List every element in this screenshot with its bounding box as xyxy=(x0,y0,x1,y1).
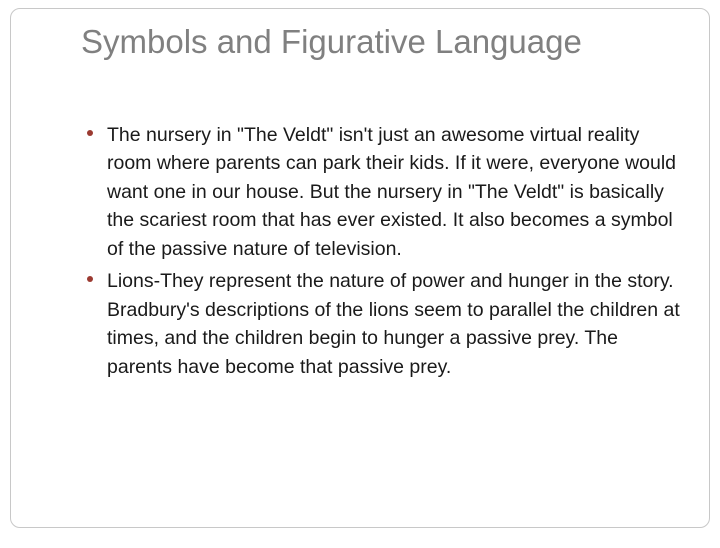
bullet-text: The nursery in "The Veldt" isn't just an awesome virtual reality room where parents can park their kids. If it were, everyone would want one in our house. But the nursery in "The Veldt" is basically the scariest room that has ever existed. It also becomes a symbol of the passive nature of television. xyxy=(107,124,677,260)
bullet-text: Lions-They represent the nature of power and hunger in the story. Bradbury's descriptions of the lions seem to parallel the children at times, and the children begin to hunger a passive prey. The parents have become that passive prey. xyxy=(107,270,680,378)
list-item xyxy=(81,121,681,263)
page-title: Symbols and Figurative Language xyxy=(81,23,582,60)
bullet-dot-icon xyxy=(87,276,93,282)
list-item xyxy=(81,267,681,381)
slide-content xyxy=(81,121,681,385)
bullet-list xyxy=(81,121,681,381)
slide xyxy=(10,8,710,528)
bullet-dot-icon xyxy=(87,130,93,136)
